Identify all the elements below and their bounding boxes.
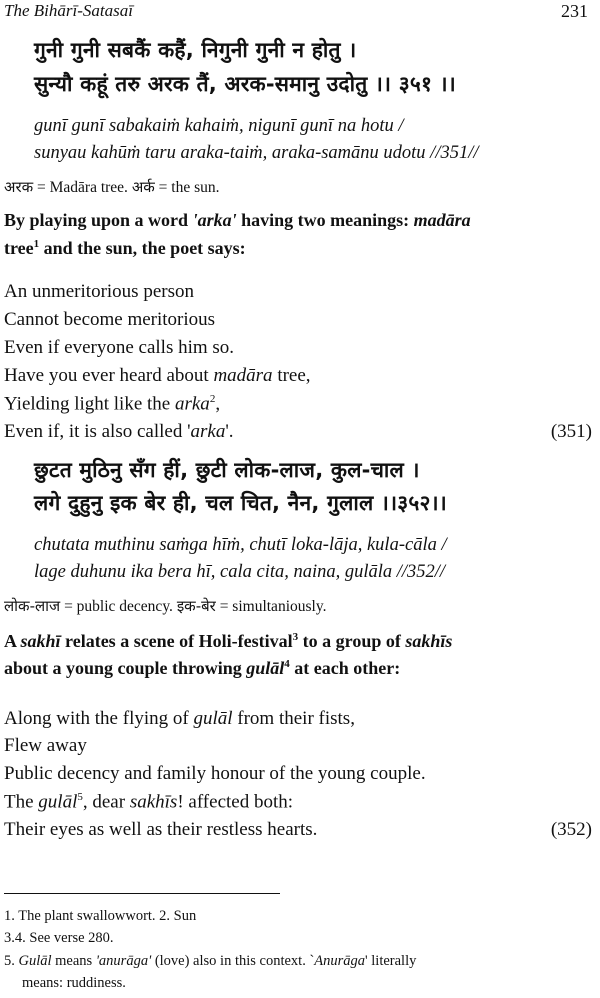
verse-352-line-5: Their eyes as well as their restless hearts. bbox=[4, 819, 318, 840]
verse-term: madāra bbox=[213, 365, 273, 386]
verse-352-translit-line-1: chutata muthinu saṁga hīṁ, chutī loka-lāja, kula-cāla / bbox=[34, 535, 447, 555]
verse-352-intro-line-2 bbox=[4, 658, 400, 679]
verse-352-devanagari-line-2: लगे दुहुनु इक बेर ही, चल चित, नैन, गुलाल ।।३५२।। bbox=[34, 491, 447, 515]
running-header-title: The Bihārī-Satasaī bbox=[4, 1, 133, 20]
verse-text: Have you ever heard about bbox=[4, 365, 214, 386]
intro-text: having two meanings: bbox=[236, 210, 414, 230]
intro-term: 'arka' bbox=[192, 210, 237, 230]
footnote-5 bbox=[4, 953, 416, 970]
verse-351-gloss bbox=[4, 177, 220, 197]
verse-351-line-3: Even if everyone calls him so. bbox=[4, 337, 235, 358]
verse-text: The bbox=[4, 791, 39, 813]
verse-352-gloss bbox=[4, 596, 326, 616]
gloss-meaning-2: = the sun. bbox=[154, 179, 220, 196]
intro-term: sakhīs bbox=[405, 631, 453, 651]
verse-351-translit-line-2: sunyau kahūṁ taru araka-taiṁ, araka-samānu udotu //351// bbox=[34, 143, 479, 163]
verse-text: ! affected both: bbox=[177, 791, 294, 813]
intro-text: and the sun, the poet says: bbox=[39, 238, 246, 258]
intro-text: tree bbox=[4, 238, 34, 258]
verse-term: arka bbox=[174, 393, 210, 415]
verse-351-line-4 bbox=[4, 365, 311, 387]
footnote-divider bbox=[4, 893, 280, 894]
verse-352-intro-line-1 bbox=[4, 631, 452, 652]
intro-term: madāra bbox=[413, 210, 471, 230]
page-number: 231 bbox=[561, 1, 588, 21]
footnote-ref: 5 bbox=[77, 791, 83, 803]
gloss-meaning-1: = Madāra tree. bbox=[33, 179, 132, 196]
gloss-meaning-2: = simultaniously. bbox=[215, 598, 327, 615]
footnote-1-2: 1. The plant swallowwort. 2. Sun bbox=[4, 908, 197, 924]
verse-352-line-1 bbox=[4, 708, 355, 730]
footnote-5-continued: means: ruddiness. bbox=[22, 975, 126, 991]
gloss-term-2: इक-बेर bbox=[176, 597, 216, 615]
verse-351-line-1: An unmeritorious person bbox=[4, 281, 194, 302]
verse-term: gulāl bbox=[38, 791, 78, 813]
verse-text: , bbox=[215, 393, 221, 415]
gloss-term-1: लोक-लाज bbox=[4, 597, 61, 615]
footnote-text: means bbox=[51, 953, 96, 969]
footnote-3-4: 3.4. See verse 280. bbox=[4, 930, 114, 946]
gloss-term-2: अर्क bbox=[131, 178, 155, 196]
intro-text: at each other: bbox=[289, 658, 401, 678]
verse-351-devanagari-line-2: सुन्यौ कहूं तरु अरक तैं, अरक-समानु उदोतु ।। ३५१ ।। bbox=[34, 72, 456, 96]
verse-text: Yielding light like the bbox=[4, 393, 175, 415]
footnote-term: 'anurāga' bbox=[95, 953, 152, 969]
verse-text: '. bbox=[225, 421, 234, 442]
footnote-text: 5. bbox=[4, 953, 19, 969]
verse-351-intro-line-2 bbox=[4, 238, 246, 259]
verse-number-351: (351) bbox=[550, 421, 592, 442]
footnote-text: ' literally bbox=[365, 953, 417, 969]
verse-351-devanagari-line-1: गुनी गुनी सबकैं कहैं, निगुनी गुनी न होतु । bbox=[34, 38, 357, 62]
verse-351-intro-line-1 bbox=[4, 210, 471, 231]
verse-352-devanagari-line-1: छुटत मुठिनु सँग हीं, छुटी लोक-लाज, कुल-चाल । bbox=[34, 458, 420, 482]
verse-352-line-2: Flew away bbox=[4, 735, 87, 756]
verse-352-line-4 bbox=[4, 791, 293, 813]
verse-352-translit-line-2: lage duhunu ika bera hī, cala cita, naina, gulāla //352// bbox=[34, 562, 446, 582]
gloss-meaning-1: = public decency. bbox=[60, 598, 177, 615]
verse-term: sakhīs bbox=[129, 791, 178, 813]
intro-text: relates a scene of Holi-festival bbox=[60, 631, 293, 651]
verse-text: , dear bbox=[82, 791, 130, 813]
verse-term: gulāl bbox=[193, 708, 233, 729]
verse-text: Along with the flying of bbox=[4, 708, 194, 729]
footnote-term: Anurāga bbox=[314, 953, 366, 969]
verse-351-translit-line-1: gunī gunī sabakaiṁ kahaiṁ, nigunī gunī na hotu / bbox=[34, 116, 404, 136]
footnote-term: Gulāl bbox=[18, 953, 52, 969]
intro-text: to a group of bbox=[298, 631, 406, 651]
verse-number-352: (352) bbox=[550, 819, 592, 840]
verse-352-line-3: Public decency and family honour of the young couple. bbox=[4, 763, 426, 784]
verse-351-line-6 bbox=[4, 421, 234, 443]
footnote-ref: 4 bbox=[284, 658, 290, 670]
footnote-ref: 3 bbox=[292, 631, 299, 643]
verse-text: Even if, it is also called ' bbox=[4, 421, 191, 442]
intro-text: By playing upon a word bbox=[4, 210, 193, 230]
intro-text: about a young couple throwing bbox=[4, 658, 247, 678]
footnote-ref: 2 bbox=[209, 393, 216, 405]
footnote-ref: 1 bbox=[33, 238, 40, 250]
verse-351-line-2: Cannot become meritorious bbox=[4, 309, 216, 330]
gloss-term-1: अरक bbox=[4, 178, 34, 196]
verse-text: tree, bbox=[272, 365, 311, 386]
verse-term: arka bbox=[190, 421, 226, 442]
intro-term: sakhī bbox=[20, 631, 61, 651]
verse-351-line-5 bbox=[4, 393, 220, 415]
verse-text: from their fists, bbox=[232, 708, 355, 729]
intro-text: A bbox=[4, 631, 21, 651]
intro-term: gulāl bbox=[246, 658, 285, 678]
footnote-text: (love) also in this context. ` bbox=[151, 953, 315, 969]
